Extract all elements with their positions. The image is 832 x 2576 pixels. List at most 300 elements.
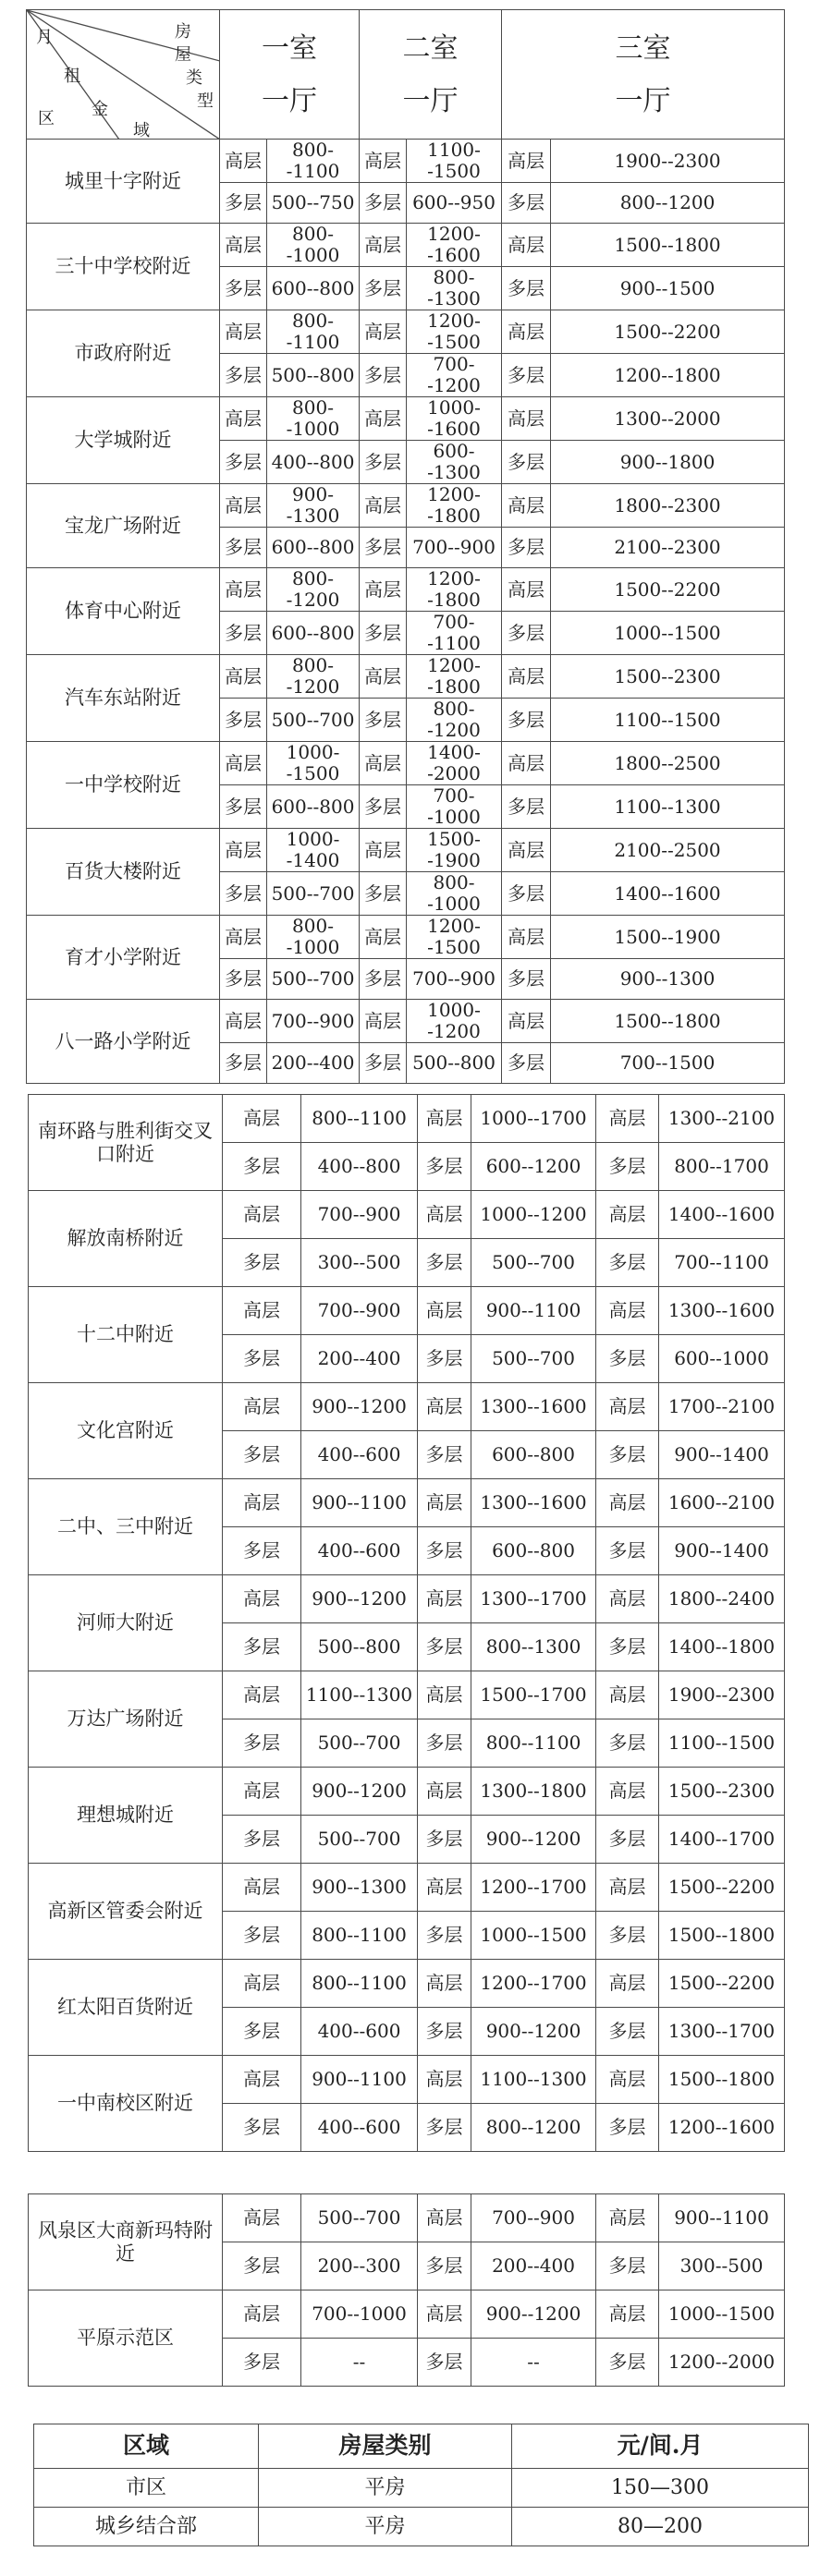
rent-range: 500--800 [267,354,360,397]
rent-range: 800--1100 [471,1719,596,1768]
area-name: 高新区管委会附近 [29,1864,223,1960]
floor-type-multi: 多层 [502,785,551,829]
table-row [29,1671,785,1719]
rent-range: 1200--1600 [659,2104,785,2152]
floor-type-multi: 多层 [596,1623,659,1671]
rent-range: 700--900 [301,1191,418,1239]
floor-type-high: 高层 [502,1000,551,1043]
area-name: 汽车东站附近 [27,655,220,742]
floor-type-multi: 多层 [223,2008,301,2056]
rent-range: 800--1000 [267,224,360,267]
floor-type-high: 高层 [502,568,551,612]
area-name: 解放南桥附近 [29,1191,223,1287]
floor-type-high: 高层 [220,484,267,528]
floor-type-high: 高层 [418,1287,471,1335]
floor-type-high: 高层 [223,1191,301,1239]
rent-range: 1500--2300 [659,1768,785,1816]
floor-type-multi: 多层 [502,959,551,1000]
floor-type-high: 高层 [360,568,407,612]
floor-type-multi: 多层 [220,267,267,310]
floor-type-multi: 多层 [596,1912,659,1960]
area-name: 南环路与胜利街交叉口附近 [29,1095,223,1191]
floor-type-high: 高层 [223,1383,301,1431]
rent-range: 1000--1600 [407,397,502,441]
floor-type-high: 高层 [360,310,407,354]
area-name: 大学城附近 [27,397,220,484]
rent-range: 900--1800 [551,441,785,484]
floor-type-high: 高层 [596,2056,659,2104]
floor-type-multi: 多层 [596,1239,659,1287]
rent-range: 800--1000 [267,397,360,441]
floor-type-multi: 多层 [502,612,551,655]
floor-type-high: 高层 [223,1575,301,1623]
label-jin: 金 [92,100,108,119]
rent-range: 800--1100 [267,310,360,354]
floor-type-high: 高层 [220,224,267,267]
area-name: 三十中学校附近 [27,224,220,310]
label-yue: 月 [36,28,53,47]
rent-range: 900--1400 [659,1431,785,1479]
label-xing: 型 [197,91,214,111]
floor-type-multi: 多层 [223,2339,301,2387]
floor-type-high: 高层 [596,1287,659,1335]
floor-type-multi: 多层 [418,1719,471,1768]
floor-type-multi: 多层 [502,183,551,224]
rent-range: 1300--1700 [659,2008,785,2056]
floor-type-multi: 多层 [223,1912,301,1960]
floor-type-high: 高层 [596,1960,659,2008]
rent-range: 700--900 [407,959,502,1000]
rent-range: 1000--1500 [659,2290,785,2339]
floor-type-high: 高层 [360,1000,407,1043]
table-row [29,1768,785,1816]
floor-type-multi: 多层 [220,612,267,655]
rent-range: 500--700 [301,1719,418,1768]
rent-range: 1000--1200 [407,1000,502,1043]
header-price: 元/间.月 [512,2424,809,2469]
floor-type-high: 高层 [418,2194,471,2242]
floor-type-multi: 多层 [596,2008,659,2056]
table-row [29,1960,785,2008]
floor-type-high: 高层 [220,829,267,872]
floor-type-multi: 多层 [596,1143,659,1191]
floor-type-multi: 多层 [418,1143,471,1191]
floor-type-multi: 多层 [360,183,407,224]
area-name: 十二中附近 [29,1287,223,1383]
rent-range: 400--600 [301,2104,418,2152]
rent-range: 1500--1800 [551,1000,785,1043]
floor-type-multi: 多层 [360,612,407,655]
header-three-room: 三室 一厅 [502,10,785,140]
floor-type-multi: 多层 [418,1816,471,1864]
rent-range: -- [471,2339,596,2387]
floor-type-multi: 多层 [360,785,407,829]
rent-range: 200--400 [267,1043,360,1084]
rent-range: 1100--1300 [551,785,785,829]
floor-type-high: 高层 [220,397,267,441]
area-name: 河师大附近 [29,1575,223,1671]
floor-type-multi: 多层 [223,2104,301,2152]
floor-type-multi: 多层 [596,1719,659,1768]
floor-type-high: 高层 [596,1383,659,1431]
rent-range: 1100--1300 [301,1671,418,1719]
rent-range: 900--1200 [471,2290,596,2339]
rent-range: 1000--1500 [551,612,785,655]
table-row [27,829,785,872]
bungalow-table [33,2424,809,2546]
floor-type-high: 高层 [418,1479,471,1527]
floor-type-high: 高层 [360,742,407,785]
floor-type-multi: 多层 [223,1239,301,1287]
floor-type-multi: 多层 [223,1143,301,1191]
floor-type-multi: 多层 [596,2104,659,2152]
rent-range: 1200--1700 [471,1960,596,2008]
rent-range: 1800--2500 [551,742,785,785]
floor-type-multi: 多层 [223,1527,301,1575]
label-yu: 域 [133,121,150,140]
rent-range: 1300--2000 [551,397,785,441]
floor-type-high: 高层 [360,224,407,267]
rent-range: 900--1400 [659,1527,785,1575]
area-name: 万达广场附近 [29,1671,223,1768]
rent-range: 700--1100 [659,1239,785,1287]
floor-type-multi: 多层 [220,354,267,397]
area-name: 文化宫附近 [29,1383,223,1479]
floor-type-multi: 多层 [360,528,407,568]
area-name: 一中南校区附近 [29,2056,223,2152]
rent-range: 700--900 [301,1287,418,1335]
floor-type-multi: 多层 [502,354,551,397]
rent-range: 600--800 [267,785,360,829]
floor-type-high: 高层 [223,1095,301,1143]
floor-type-high: 高层 [360,829,407,872]
floor-type-multi: 多层 [502,441,551,484]
floor-type-multi: 多层 [418,2242,471,2290]
rent-range: 1500--2200 [659,1864,785,1912]
floor-type-high: 高层 [502,916,551,959]
rent-range: 800--1100 [301,1960,418,2008]
floor-type-multi: 多层 [220,1043,267,1084]
floor-type-high: 高层 [596,1768,659,1816]
floor-type-multi: 多层 [223,1335,301,1383]
rent-range: 700--900 [471,2194,596,2242]
area-name: 理想城附近 [29,1768,223,1864]
floor-type-multi: 多层 [418,2339,471,2387]
area-name: 红太阳百货附近 [29,1960,223,2056]
floor-type-high: 高层 [220,568,267,612]
floor-type-multi: 多层 [418,2104,471,2152]
floor-type-high: 高层 [223,1479,301,1527]
area-name: 宝龙广场附近 [27,484,220,568]
rent-range: 1300--1800 [471,1768,596,1816]
floor-type-high: 高层 [418,1864,471,1912]
table-row [27,655,785,699]
floor-type-multi: 多层 [360,441,407,484]
rent-range: 1200--1800 [407,655,502,699]
floor-type-multi: 多层 [418,1239,471,1287]
floor-type-high: 高层 [502,742,551,785]
floor-type-high: 高层 [596,2194,659,2242]
floor-type-multi: 多层 [220,183,267,224]
rent-range: 1000--1700 [471,1095,596,1143]
area-name: 风泉区大商新玛特附近 [29,2194,223,2290]
label-qu: 区 [38,109,55,128]
table-1-body [27,140,785,1084]
rent-range: 500--700 [301,1816,418,1864]
floor-type-multi: 多层 [596,1335,659,1383]
floor-type-multi: 多层 [596,2339,659,2387]
floor-type-multi: 多层 [220,441,267,484]
rent-range: 1700--2100 [659,1383,785,1431]
rent-range: 900--1200 [301,1768,418,1816]
floor-type-high: 高层 [502,484,551,528]
table-row [29,1575,785,1623]
rent-range: 1800--2400 [659,1575,785,1623]
header-type: 房屋类别 [259,2424,512,2469]
floor-type-high: 高层 [596,1864,659,1912]
floor-type-high: 高层 [596,2290,659,2339]
rent-range: 800--1000 [267,916,360,959]
rent-range: 600--1200 [471,1143,596,1191]
rent-range: 600--1300 [407,441,502,484]
floor-type-high: 高层 [502,140,551,183]
floor-type-high: 高层 [223,2056,301,2104]
rent-range: 1400--1600 [659,1191,785,1239]
rent-range: 400--600 [301,1431,418,1479]
rent-range: 700--900 [267,1000,360,1043]
rent-range: 1200--2000 [659,2339,785,2387]
rent-range: 2100--2300 [551,528,785,568]
rent-range: 600--800 [471,1527,596,1575]
rent-range: 1500--2200 [551,310,785,354]
rent-range: 700--1500 [551,1043,785,1084]
floor-type-multi: 多层 [360,699,407,742]
rent-range: 700--1000 [407,785,502,829]
floor-type-multi: 多层 [223,2242,301,2290]
table-row [27,484,785,528]
rent-range: 600--1000 [659,1335,785,1383]
rent-range: 1500--1900 [551,916,785,959]
floor-type-multi: 多层 [596,1527,659,1575]
floor-type-high: 高层 [418,1383,471,1431]
rent-range: 1500--1800 [551,224,785,267]
rent-range: 1200--1700 [471,1864,596,1912]
floor-type-high: 高层 [502,224,551,267]
rent-table-2 [28,1094,785,2152]
rent-range: 600--950 [407,183,502,224]
table-row [29,1864,785,1912]
area-name: 平原示范区 [29,2290,223,2387]
area-name: 百货大楼附近 [27,829,220,916]
rent-range: 1500--1900 [407,829,502,872]
floor-type-high: 高层 [418,1575,471,1623]
floor-type-multi: 多层 [418,1623,471,1671]
rent-range: 1500--2200 [659,1960,785,2008]
table-row [29,2056,785,2104]
floor-type-multi: 多层 [220,785,267,829]
floor-type-multi: 多层 [418,2008,471,2056]
floor-type-high: 高层 [596,1191,659,1239]
rent-range: 800--1100 [301,1912,418,1960]
rent-range: 1300--1600 [471,1479,596,1527]
rent-table-1 [26,9,785,1084]
rent-range: 900--1100 [301,1479,418,1527]
rent-range: 600--800 [267,267,360,310]
rent-range: 200--400 [301,1335,418,1383]
floor-type-high: 高层 [418,2056,471,2104]
rent-range: 500--700 [301,2194,418,2242]
area-name: 育才小学附近 [27,916,220,1000]
header-one-room: 一室 一厅 [220,10,360,140]
floor-type-high: 高层 [223,2194,301,2242]
floor-type-high: 高层 [360,655,407,699]
floor-type-high: 高层 [418,1768,471,1816]
rent-range: 900--1300 [551,959,785,1000]
rent-range: 1200--1800 [551,354,785,397]
rent-range: 800--1700 [659,1143,785,1191]
rent-range: 1000--1400 [267,829,360,872]
floor-type-multi: 多层 [502,872,551,916]
floor-type-multi: 多层 [596,1431,659,1479]
floor-type-multi: 多层 [220,959,267,1000]
floor-type-multi: 多层 [360,872,407,916]
rent-range: 1300--2100 [659,1095,785,1143]
floor-type-high: 高层 [418,1671,471,1719]
floor-type-multi: 多层 [502,267,551,310]
rent-range: 400--600 [301,1527,418,1575]
rent-range: 1400--2000 [407,742,502,785]
floor-type-high: 高层 [502,655,551,699]
rent-range: 800--1300 [407,267,502,310]
header-two-room: 二室 一厅 [360,10,502,140]
floor-type-high: 高层 [220,655,267,699]
table-row [27,916,785,959]
header-diagonal-cell [27,10,220,140]
rent-range: 600--800 [471,1431,596,1479]
rent-range: 800--1200 [551,183,785,224]
rent-range: 400--800 [267,441,360,484]
rent-range: 900--1500 [551,267,785,310]
floor-type-multi: 多层 [223,1816,301,1864]
rent-range: 1600--2100 [659,1479,785,1527]
area-name: 体育中心附近 [27,568,220,655]
rent-range: 1300--1700 [471,1575,596,1623]
floor-type-multi: 多层 [360,959,407,1000]
floor-type-multi: 多层 [418,1527,471,1575]
floor-type-multi: 多层 [223,1719,301,1768]
floor-type-high: 高层 [223,1287,301,1335]
floor-type-high: 高层 [223,1864,301,1912]
rent-range: 1200--1500 [407,916,502,959]
rent-range: 800--1200 [267,655,360,699]
rent-range: 300--500 [659,2242,785,2290]
floor-type-high: 高层 [502,829,551,872]
rent-range: 700--1100 [407,612,502,655]
rent-range: 1400--1700 [659,1816,785,1864]
rent-range: 800--1100 [267,140,360,183]
floor-type-high: 高层 [418,1095,471,1143]
rent-range: 1100--1500 [659,1719,785,1768]
label-fang: 房 [175,22,191,42]
rent-table-3 [28,2193,785,2387]
floor-type-high: 高层 [502,310,551,354]
rent-range: 300--500 [301,1239,418,1287]
rent-range: 800--1200 [471,2104,596,2152]
table-row [27,140,785,183]
floor-type-multi: 多层 [418,1912,471,1960]
floor-type-high: 高层 [418,2290,471,2339]
rent-range: 1000--1200 [471,1191,596,1239]
floor-type-high: 高层 [596,1479,659,1527]
floor-type-high: 高层 [220,310,267,354]
table-row [27,742,785,785]
rent-range: 1300--1600 [659,1287,785,1335]
floor-type-high: 高层 [223,1768,301,1816]
rent-range: 1500--1800 [659,1912,785,1960]
floor-type-high: 高层 [418,1191,471,1239]
rent-range: 1300--1600 [471,1383,596,1431]
floor-type-high: 高层 [418,1960,471,2008]
rent-range: 800--1200 [407,699,502,742]
rent-range: 500--700 [267,699,360,742]
rent-range: 700--900 [407,528,502,568]
rent-range: 500--700 [267,872,360,916]
rent-range: 200--400 [471,2242,596,2290]
rent-range: 1200--1800 [407,568,502,612]
rent-range: 1500--1700 [471,1671,596,1719]
rent-range: 900--1100 [471,1287,596,1335]
rent-range: 1900--2300 [659,1671,785,1719]
header-area: 区域 [34,2424,259,2469]
rent-range: 1100--1500 [407,140,502,183]
rent-range: 900--1200 [471,2008,596,2056]
rent-range: 400--800 [301,1143,418,1191]
rent-range: 1000--1500 [471,1912,596,1960]
floor-type-multi: 多层 [360,1043,407,1084]
label-lei: 类 [186,68,202,88]
rent-range: 800--1100 [301,1095,418,1143]
floor-type-multi: 多层 [360,354,407,397]
floor-type-multi: 多层 [223,1623,301,1671]
floor-type-multi: 多层 [502,1043,551,1084]
floor-type-high: 高层 [223,1960,301,2008]
rent-range: 1100--1300 [471,2056,596,2104]
area-name: 一中学校附近 [27,742,220,829]
floor-type-high: 高层 [220,1000,267,1043]
rent-range: 1500--2300 [551,655,785,699]
table-row [27,568,785,612]
rent-range: 500--750 [267,183,360,224]
area-name: 市政府附近 [27,310,220,397]
rent-range: 700--1200 [407,354,502,397]
floor-type-high: 高层 [360,397,407,441]
table-row [29,2194,785,2242]
rent-range: 1000--1500 [267,742,360,785]
label-wu: 屋 [175,45,191,65]
floor-type-multi: 多层 [418,1431,471,1479]
rent-range: 900--1100 [659,2194,785,2242]
floor-type-multi: 多层 [223,1431,301,1479]
rent-range: 1500--1800 [659,2056,785,2104]
rent-range: 1500--2200 [551,568,785,612]
rent-range: 1800--2300 [551,484,785,528]
floor-type-multi: 多层 [220,528,267,568]
rent-range: 800--1200 [267,568,360,612]
floor-type-high: 高层 [220,742,267,785]
floor-type-multi: 多层 [360,267,407,310]
rent-range: 200--300 [301,2242,418,2290]
floor-type-multi: 多层 [502,528,551,568]
